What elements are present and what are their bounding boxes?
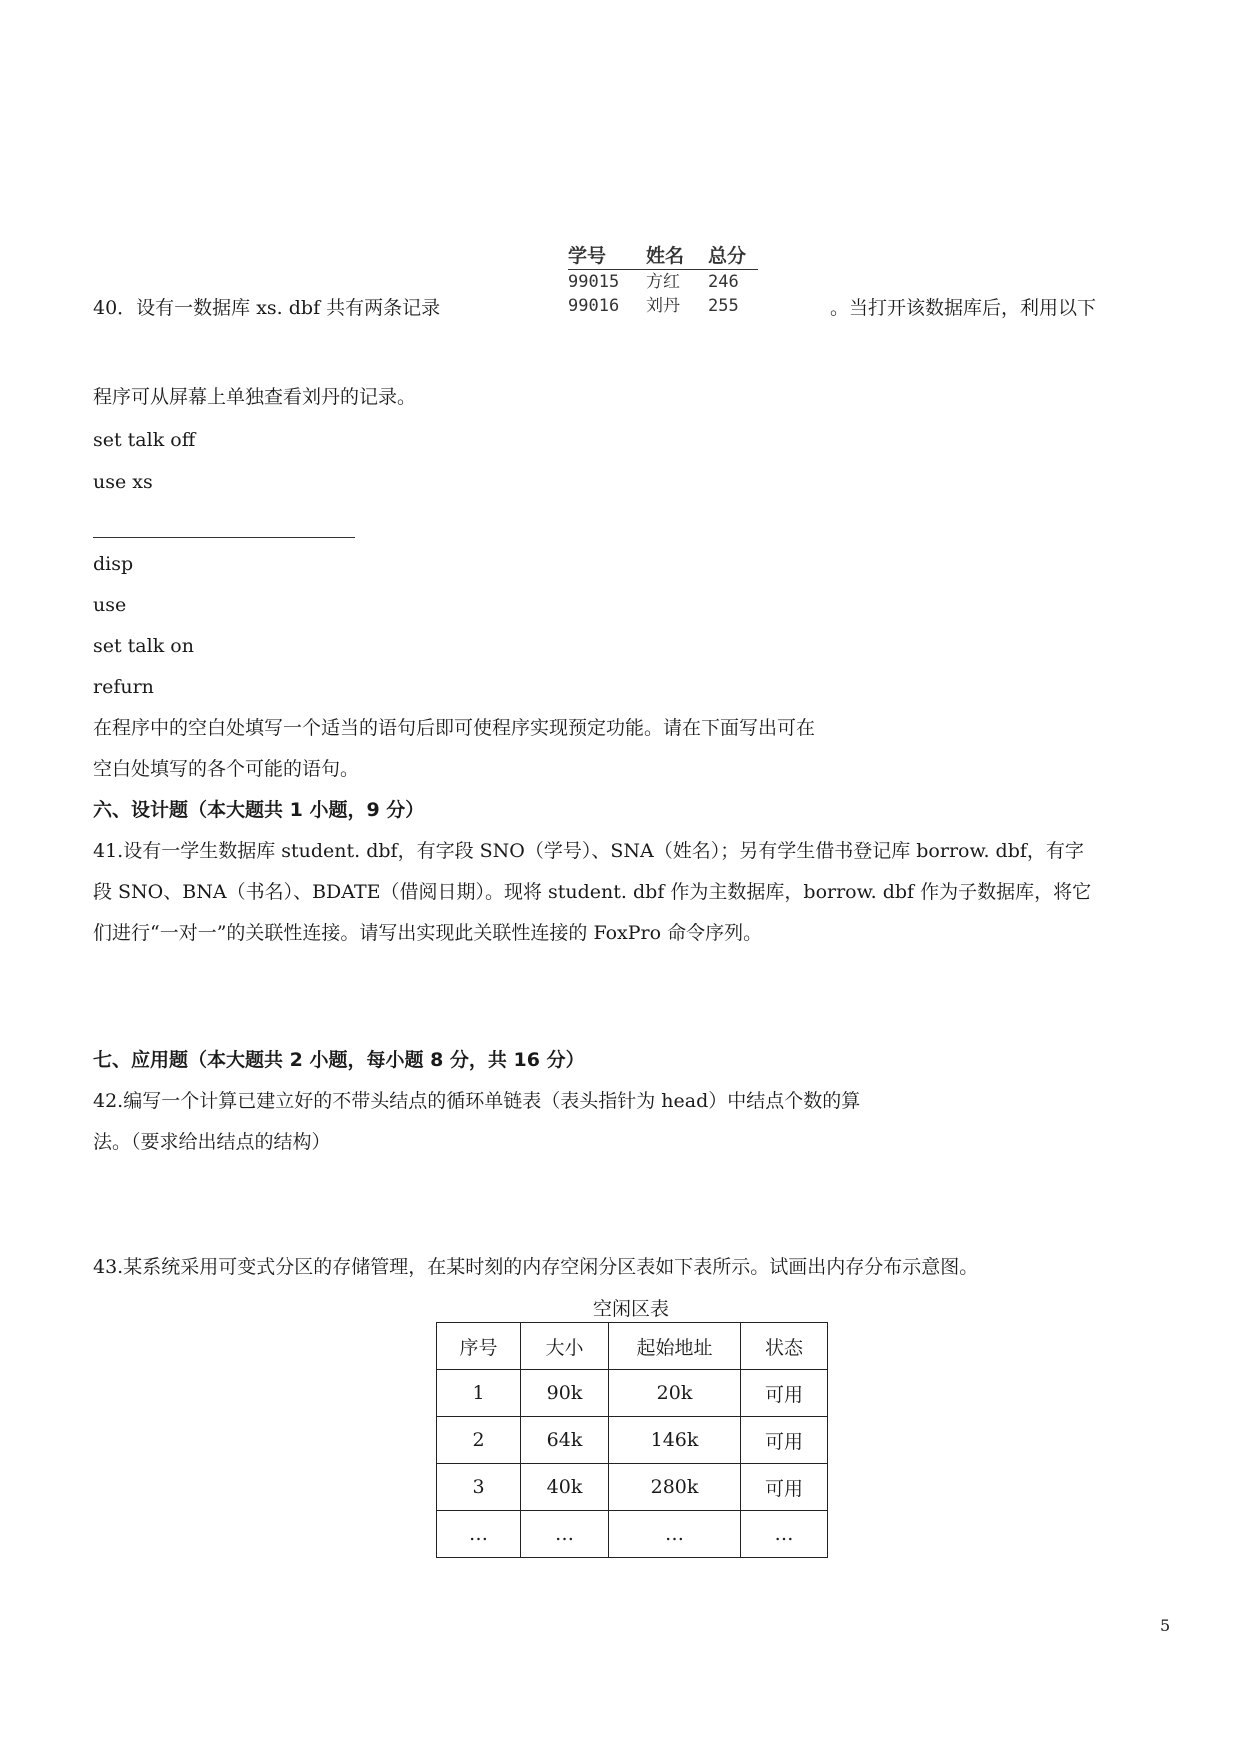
- q42-line: 42.编写一个计算已建立好的不带头结点的循环单链表（表头指针为 head）中结点个数的算: [93, 1090, 861, 1112]
- table-cell: 40k: [521, 1464, 609, 1511]
- table-cell: 146k: [609, 1417, 741, 1464]
- xs-cell: 99016: [568, 296, 620, 316]
- free-partition-table: [436, 1322, 828, 1558]
- table-row: [437, 1464, 828, 1511]
- xs-table-row: [568, 270, 758, 294]
- code-line: refurn: [93, 676, 154, 698]
- table-row: [437, 1370, 828, 1417]
- xs-records-table: [568, 244, 758, 318]
- q40-instruction: 在程序中的空白处填写一个适当的语句后即可使程序实现预定功能。请在下面写出可在: [93, 717, 816, 739]
- q40-intro-right: 。当打开该数据库后，利用以下: [830, 297, 1097, 319]
- q40-intro-left: 40．设有一数据库 xs. dbf 共有两条记录: [93, 297, 441, 319]
- table-cell: 可用: [741, 1464, 828, 1511]
- code-line: use: [93, 594, 127, 616]
- xs-header-cell: 学号: [568, 245, 607, 267]
- table-cell: 2: [437, 1417, 521, 1464]
- table-cell: 3: [437, 1464, 521, 1511]
- q41-line: 们进行“一对一”的关联性连接。请写出实现此关联性连接的 FoxPro 命令序列。: [93, 922, 763, 944]
- header-cell: 状态: [741, 1323, 828, 1370]
- xs-header-cell: 总分: [708, 245, 747, 267]
- table-header-row: [437, 1323, 828, 1370]
- table-cell: …: [609, 1511, 741, 1558]
- header-cell: 大小: [521, 1323, 609, 1370]
- table-cell: 280k: [609, 1464, 741, 1511]
- q41-line: 段 SNO、BNA（书名）、BDATE（借阅日期）。现将 student. dbf 作为主数据库，borrow. dbf 作为子数据库，将它: [93, 881, 1092, 903]
- xs-header-cell: 姓名: [646, 245, 685, 267]
- q42-line: 法。（要求给出结点的结构）: [93, 1131, 331, 1153]
- page-number: 5: [1160, 1616, 1171, 1635]
- code-line: set talk off: [93, 429, 196, 451]
- xs-cell: 刘丹: [646, 296, 680, 316]
- header-cell: 起始地址: [609, 1323, 741, 1370]
- table-cell: 64k: [521, 1417, 609, 1464]
- xs-cell: 246: [708, 272, 739, 292]
- table-cell: 可用: [741, 1417, 828, 1464]
- table-row: [437, 1511, 828, 1558]
- table-cell: …: [521, 1511, 609, 1558]
- table-cell: 20k: [609, 1370, 741, 1417]
- table-cell: …: [437, 1511, 521, 1558]
- header-cell: 序号: [437, 1323, 521, 1370]
- table-row: [437, 1417, 828, 1464]
- xs-cell: 方红: [646, 272, 680, 292]
- q40-line2: 程序可从屏幕上单独查看刘丹的记录。: [93, 386, 417, 408]
- table-cell: …: [741, 1511, 828, 1558]
- table-cell: 可用: [741, 1370, 828, 1417]
- xs-cell: 255: [708, 296, 739, 316]
- table-cell: 90k: [521, 1370, 609, 1417]
- code-line: set talk on: [93, 635, 194, 657]
- xs-table-header: [568, 244, 758, 270]
- code-line: disp: [93, 553, 134, 575]
- table-cell: 1: [437, 1370, 521, 1417]
- xs-table-row: [568, 294, 758, 318]
- q41-line: 41.设有一学生数据库 student. dbf，有字段 SNO（学号）、SNA（姓名）；另有学生借书登记库 borrow. dbf，有字: [93, 840, 1084, 862]
- section7-heading: 七、应用题（本大题共 2 小题，每小题 8 分，共 16 分）: [93, 1049, 585, 1071]
- fill-in-blank-line: [93, 537, 355, 538]
- free-table-caption: 空闲区表: [593, 1298, 670, 1320]
- code-line: use xs: [93, 471, 153, 493]
- q43-line: 43.某系统采用可变式分区的存储管理，在某时刻的内存空闲分区表如下表所示。试画出内存分布示意图。: [93, 1256, 979, 1278]
- section6-heading: 六、设计题（本大题共 1 小题，9 分）: [93, 799, 425, 821]
- xs-cell: 99015: [568, 272, 620, 292]
- q40-instruction: 空白处填写的各个可能的语句。: [93, 758, 360, 780]
